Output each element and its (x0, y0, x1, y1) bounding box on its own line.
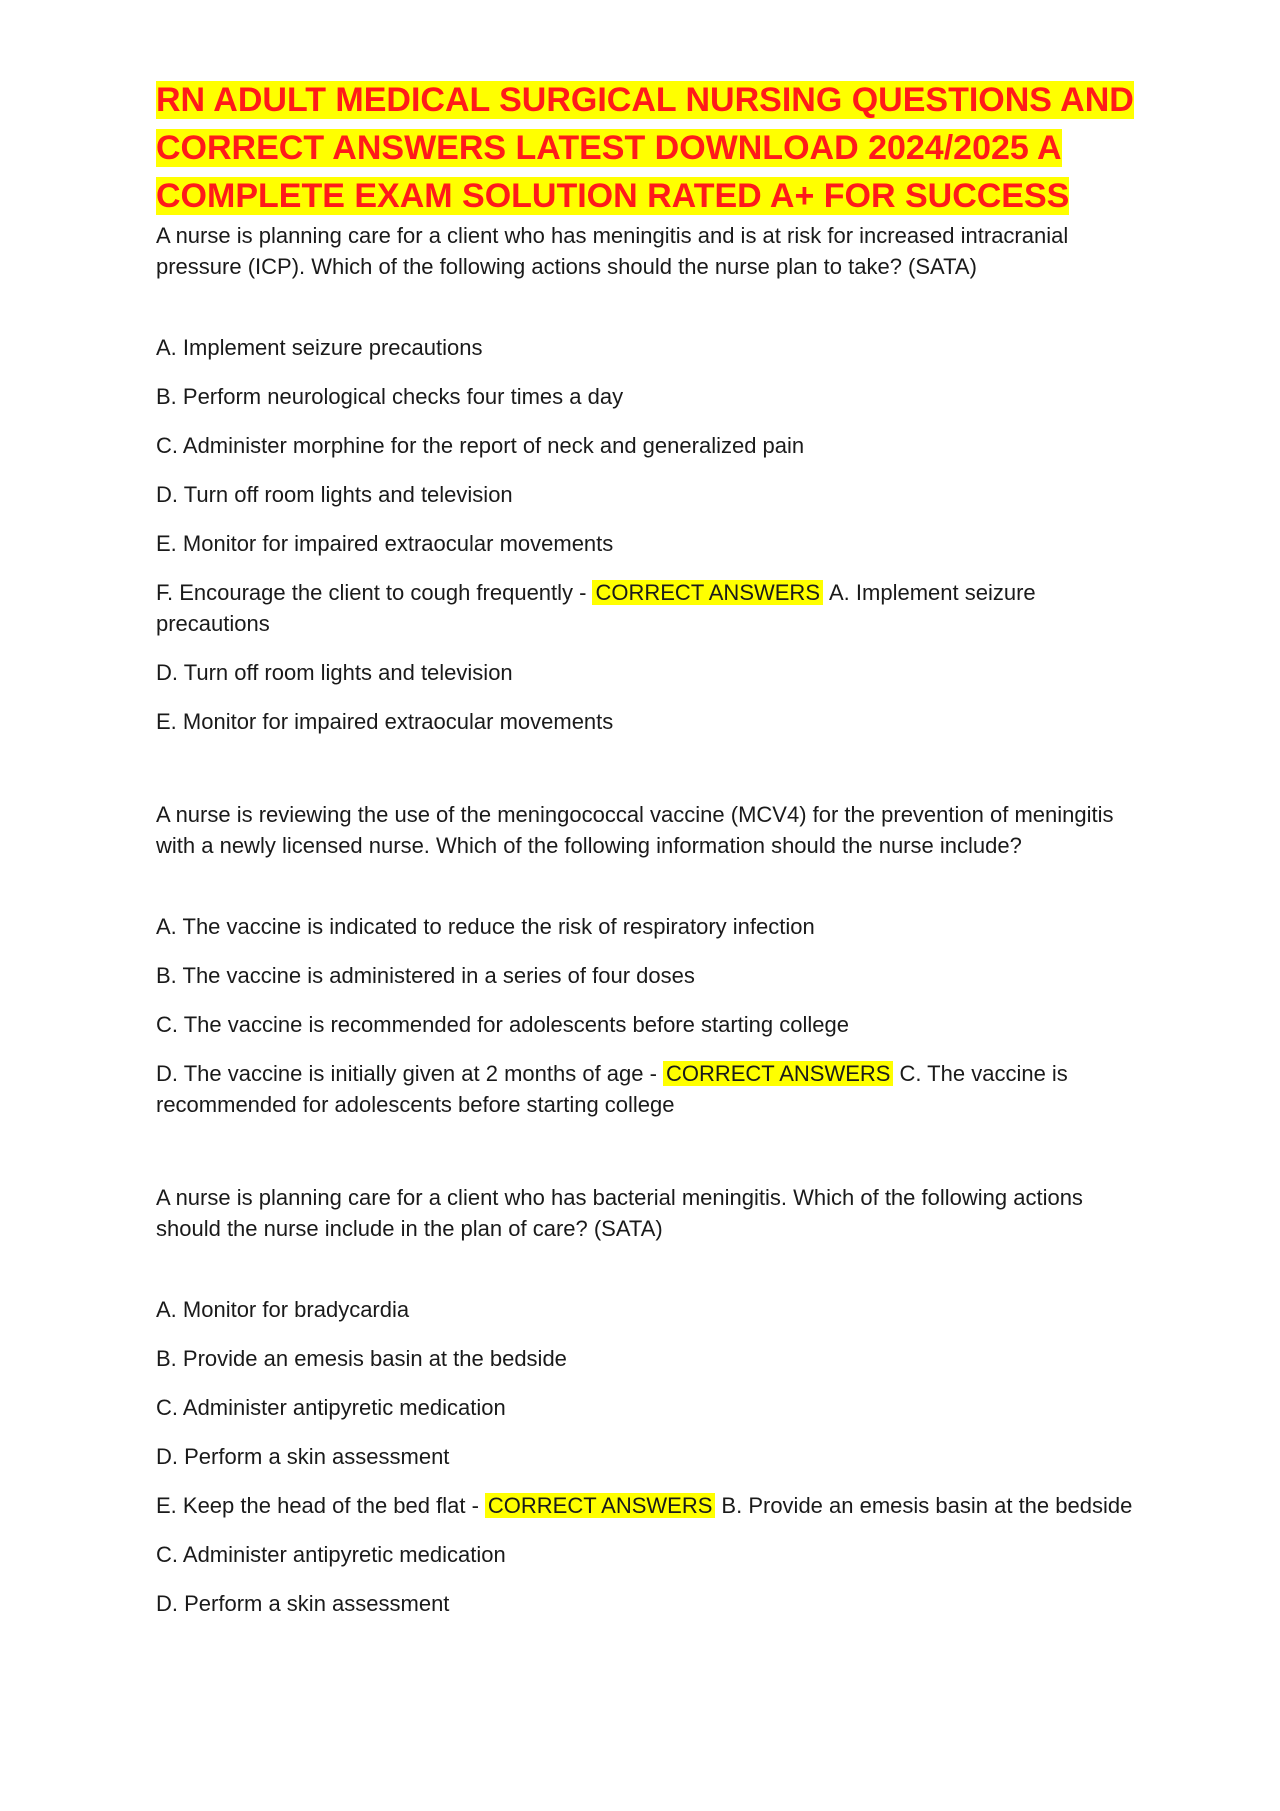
option-d: D. The vaccine is initially given at 2 months of age - (156, 1061, 657, 1086)
option-b: B. Provide an emesis basin at the bedside (156, 1346, 567, 1371)
option-d: D. Turn off room lights and television (156, 482, 513, 507)
question-block-2 (156, 799, 1136, 1120)
answer-first: A. Implement seizure precautions (156, 580, 1036, 636)
option-d: D. Perform a skin assessment (156, 1444, 450, 1469)
answer-extra: C. Administer antipyretic medication (156, 1542, 506, 1567)
option-e: E. Monitor for impaired extraocular movements (156, 531, 614, 556)
option-b: B. Perform neurological checks four times a day (156, 384, 624, 409)
option-a: A. Implement seizure precautions (156, 335, 483, 360)
answer-first: B. Provide an emesis basin at the bedside (721, 1493, 1133, 1518)
option-b: B. The vaccine is administered in a series of four doses (156, 963, 695, 988)
option-f: F. Encourage the client to cough frequently - (156, 580, 587, 605)
option-c: C. The vaccine is recommended for adolescents before starting college (156, 1012, 849, 1037)
document-title-text: RN ADULT MEDICAL SURGICAL NURSING QUESTIONS AND CORRECT ANSWERS LATEST DOWNLOAD 2024/2025 A COMPLETE EXAM SOLUTION RATED A+ FOR SUCCESS (156, 81, 1134, 215)
option-last-with-answer (156, 1490, 1136, 1521)
option-a: A. The vaccine is indicated to reduce the risk of respiratory infection (156, 914, 815, 939)
document-content (156, 76, 1136, 1637)
option-e: E. Keep the head of the bed flat - (156, 1493, 479, 1518)
answer-first: C. The vaccine is recommended for adolescents before starting college (156, 1061, 1068, 1117)
correct-answers-badge: CORRECT ANSWERS (663, 1061, 894, 1086)
document-title (156, 76, 1136, 220)
answer-extra: D. Turn off room lights and television (156, 660, 513, 685)
option-last-with-answer (156, 1058, 1136, 1120)
option-last-with-answer (156, 577, 1136, 639)
option-a: A. Monitor for bradycardia (156, 1297, 410, 1322)
question-stem: A nurse is planning care for a client who has meningitis and is at risk for increased intracranial pressure (ICP). Which of the following actions should the nurse plan to take? (SATA) (156, 223, 1069, 279)
question-stem: A nurse is planning care for a client who has bacterial meningitis. Which of the following actions should the nurse include in the plan of care? (SATA) (156, 1185, 1083, 1241)
answer-extra: E. Monitor for impaired extraocular movements (156, 709, 614, 734)
option-c: C. Administer morphine for the report of neck and generalized pain (156, 433, 805, 458)
correct-answers-badge: CORRECT ANSWERS (592, 580, 823, 605)
question-block-1 (156, 220, 1136, 737)
option-c: C. Administer antipyretic medication (156, 1395, 506, 1420)
correct-answers-badge: CORRECT ANSWERS (485, 1493, 716, 1518)
question-stem: A nurse is reviewing the use of the meningococcal vaccine (MCV4) for the prevention of meningitis with a newly licensed nurse. Which of the following information should the nurse include? (156, 802, 1114, 858)
answer-extra: D. Perform a skin assessment (156, 1591, 450, 1616)
question-block-3 (156, 1182, 1136, 1619)
